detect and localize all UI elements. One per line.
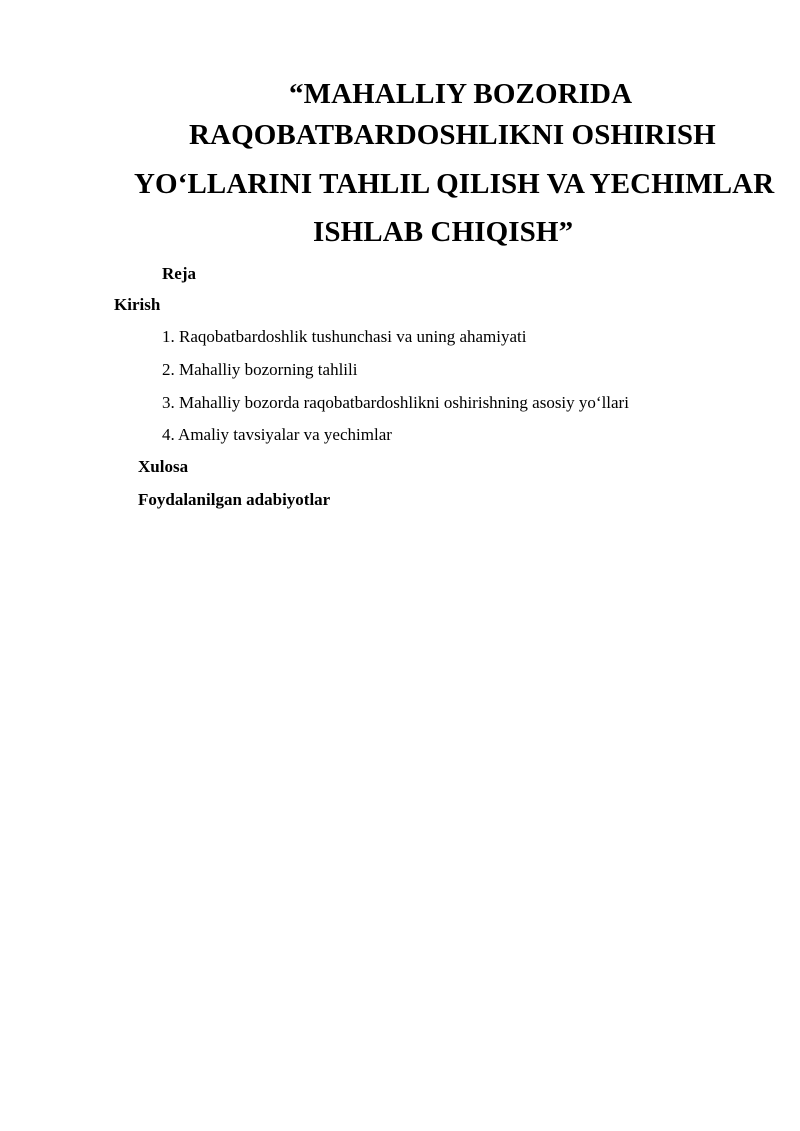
title-line-2: RAQOBATBARDOSHLIKNI OSHIRISH — [189, 119, 716, 151]
plan-item-2: 2. Mahalliy bozorning tahlili — [162, 360, 358, 379]
title-line-1: “MAHALLIY BOZORIDA — [289, 78, 633, 110]
references-heading: Foydalanilgan adabiyotlar — [138, 490, 331, 509]
plan-item-3: 3. Mahalliy bozorda raqobatbardoshlikni oshirishning asosiy yo‘llari — [162, 393, 629, 412]
plan-item-1: 1. Raqobatbardoshlik tushunchasi va uning ahamiyati — [162, 327, 527, 346]
plan-heading: Reja — [162, 264, 196, 283]
title-line-4: ISHLAB CHIQISH” — [313, 216, 574, 248]
title-line-3: YO‘LLARINI TAHLIL QILISH VA YECHIMLAR — [134, 168, 775, 200]
conclusion-heading: Xulosa — [138, 457, 189, 476]
plan-item-4: 4. Amaliy tavsiyalar va yechimlar — [162, 425, 392, 444]
intro-heading: Kirish — [114, 295, 161, 314]
